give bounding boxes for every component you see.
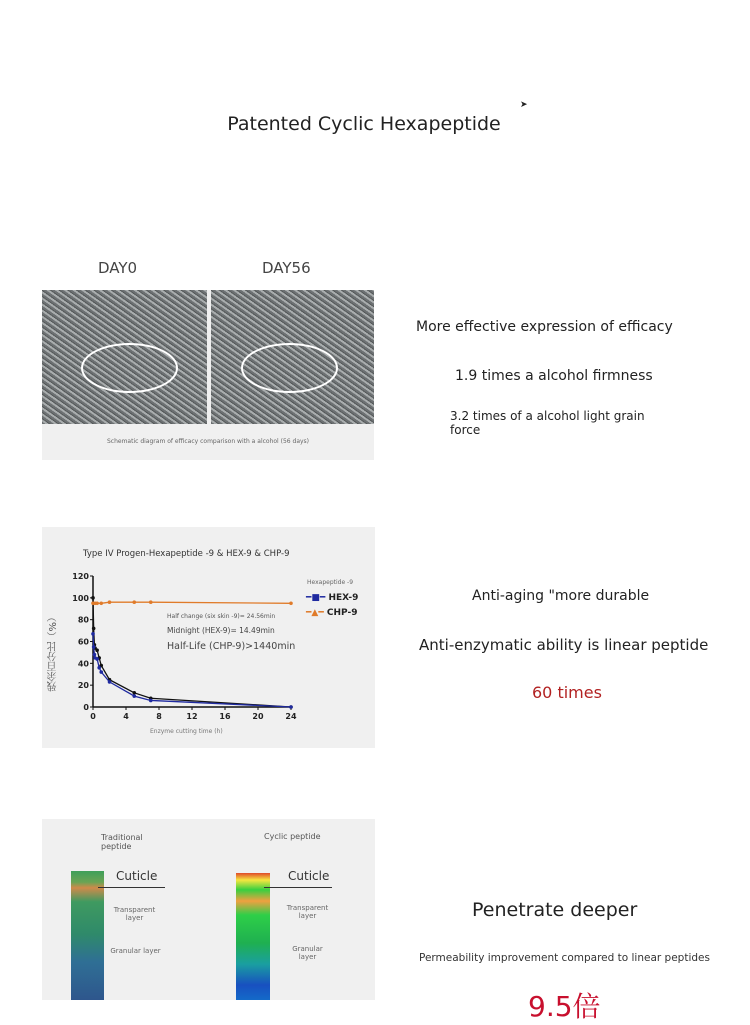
transparent-label-left: Transparent layer (113, 906, 156, 922)
annotation-1: Half change (six skin -9)= 24.56min (167, 613, 276, 620)
x-tick-label: 8 (156, 712, 162, 721)
data-point (92, 627, 96, 631)
cyclic-label: Cyclic peptide (264, 832, 321, 841)
nine-point-five-times-text: 9.5倍 (528, 990, 601, 1023)
y-tick-label: 20 (77, 681, 89, 691)
data-point (149, 699, 153, 703)
data-point (289, 705, 293, 709)
x-axis-label: Enzyme cutting time (h) (150, 728, 223, 735)
y-tick-label: 100 (72, 593, 89, 603)
annotation-2: Midnight (HEX-9)= 14.49min (167, 626, 275, 635)
grain-force-text: 3.2 times of a alcohol light grain force (450, 409, 645, 437)
data-point (108, 680, 112, 684)
traditional-label: Traditional peptide (101, 833, 143, 851)
data-point (132, 600, 136, 604)
sixty-times-text: 60 times (532, 683, 602, 702)
series-line-chp-9 (93, 602, 291, 603)
chart-title: Type IV Progen-Hexapeptide -9 & HEX-9 & CHP-9 (83, 549, 290, 559)
day0-photo (42, 290, 207, 424)
day0-label: DAY0 (98, 259, 138, 277)
y-tick-label: 120 (72, 572, 89, 581)
x-tick-label: 12 (186, 712, 198, 721)
y-tick-label: 80 (77, 615, 89, 625)
cuticle-line-right (264, 887, 332, 888)
y-axis-label: 残余百分比（%） (48, 612, 59, 692)
data-point (95, 648, 99, 652)
data-point (108, 600, 112, 604)
page-title: Patented Cyclic Hexapeptide (227, 113, 501, 135)
cursor-icon: ➤ (520, 100, 528, 110)
annotation-3: Half-Life (CHP-9)>1440min (167, 641, 296, 652)
anti-enzyme-text: Anti-enzymatic ability is linear peptide (419, 636, 709, 654)
y-tick-label: 60 (77, 637, 89, 647)
traditional-heatmap (71, 871, 104, 1000)
durable-heading: Anti-aging "more durable (472, 588, 650, 604)
y-tick-label: 40 (77, 659, 89, 669)
data-point (97, 666, 101, 670)
data-point (95, 657, 99, 661)
legend-hex9-label: HEX-9 (328, 593, 359, 603)
enzyme-chart (42, 527, 375, 748)
granular-label-left: Granular layer (110, 947, 161, 955)
data-point (99, 601, 103, 605)
data-point (149, 600, 153, 604)
firmness-text: 1.9 times a alcohol firmness (455, 368, 653, 384)
cuticle-line-left (98, 887, 165, 888)
day56-photo (211, 290, 374, 424)
chart-svg (42, 527, 375, 748)
data-point (91, 632, 95, 636)
x-tick-label: 24 (285, 712, 297, 721)
legend-chp9: ━▲━ CHP-9 (306, 608, 358, 618)
day56-label: DAY56 (262, 259, 311, 277)
penetration-image (42, 819, 375, 1000)
permeability-text: Permeability improvement compared to linear peptides (419, 952, 710, 964)
data-point (132, 694, 136, 698)
y-tick-label: 0 (83, 703, 89, 712)
cyclic-heatmap (236, 873, 270, 1000)
transparent-label-right: Transparent layer (286, 904, 329, 920)
legend-title: Hexapeptide -9 (307, 579, 354, 586)
x-tick-label: 16 (219, 712, 231, 721)
data-point (91, 596, 95, 600)
data-point (99, 670, 103, 674)
data-point (92, 645, 96, 649)
legend-hex9: ━■━ HEX-9 (306, 593, 359, 603)
x-tick-label: 4 (123, 712, 129, 721)
x-tick-label: 0 (90, 712, 96, 721)
cuticle-label-right: Cuticle (288, 869, 330, 883)
penetrate-heading: Penetrate deeper (472, 899, 638, 921)
image-caption: Schematic diagram of efficacy comparison with a alcohol (56 days) (106, 438, 310, 445)
efficacy-heading: More effective expression of efficacy (416, 319, 673, 335)
data-point (93, 653, 97, 657)
data-point (95, 601, 99, 605)
x-tick-label: 20 (252, 712, 264, 721)
data-point (132, 691, 136, 695)
efficacy-image (42, 290, 374, 460)
cuticle-label-left: Cuticle (116, 869, 158, 883)
data-point (289, 601, 293, 605)
legend-chp9-label: CHP-9 (326, 608, 358, 618)
granular-label-right: Granular layer (292, 945, 323, 961)
